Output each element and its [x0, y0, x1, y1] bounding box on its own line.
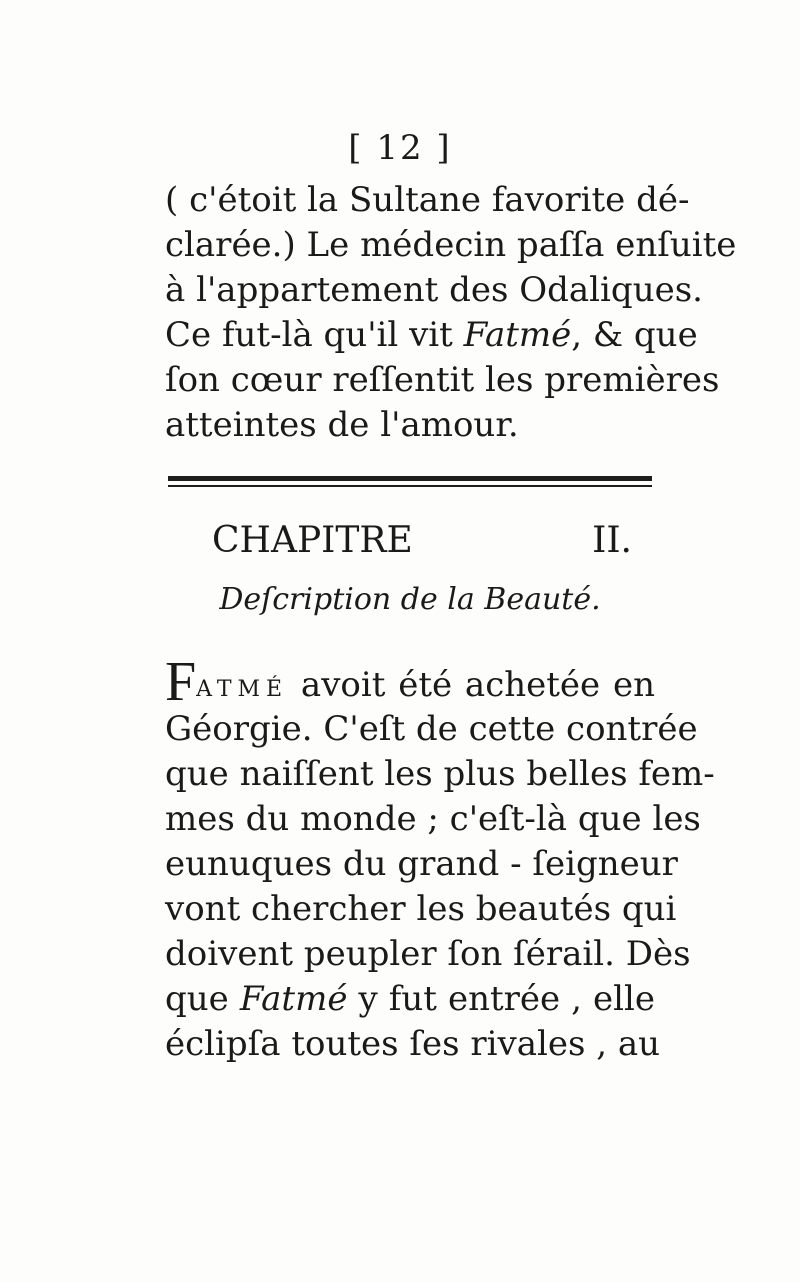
italic-name: Fatmé — [463, 315, 572, 355]
double-rule-divider — [168, 476, 652, 488]
small-caps-word: ATMÉ — [196, 677, 289, 702]
drop-cap: F — [165, 651, 197, 713]
text-line: ( c'étoit la Sultane favorite dé- — [165, 180, 690, 220]
text-line — [165, 651, 655, 713]
text-line — [165, 977, 655, 1022]
text-line: clarée.) Le médecin paſſa enſuite — [165, 225, 737, 265]
text-segment: , & que — [571, 315, 698, 355]
text-segment: que — [165, 979, 229, 1019]
italic-name: Fatmé — [239, 979, 348, 1019]
text-line: atteintes de l'amour. — [165, 405, 519, 445]
paragraph-continued — [165, 178, 737, 448]
page-number: [ 12 ] — [348, 128, 452, 168]
text-line: que naiſſent les plus belles fem- — [165, 754, 715, 794]
text-line: ſon cœur reſſentit les premières — [165, 360, 720, 400]
text-line: Géorgie. C'eſt de cette contrée — [165, 709, 698, 749]
text-line: doivent peupler ſon ſérail. Dès — [165, 934, 691, 974]
text-line: vont chercher les beautés qui — [165, 889, 677, 929]
paragraph-chapter-start — [165, 651, 715, 1067]
text-segment: Ce fut-là qu'il vit — [165, 315, 453, 355]
text-line: à l'appartement des Odaliques. — [165, 270, 703, 310]
text-segment: y fut entrée , elle — [358, 979, 656, 1019]
text-line — [165, 313, 698, 358]
rule-thin-line — [168, 485, 652, 487]
chapter-subtitle: Deſcription de la Beauté. — [219, 582, 601, 617]
rule-thick-line — [168, 476, 652, 481]
chapter-title: CHAPITRE II. — [212, 520, 632, 561]
text-line: mes du monde ; c'eſt-là que les — [165, 799, 701, 839]
text-line: éclipſa toutes ſes rivales , au — [165, 1024, 661, 1064]
text-segment: avoit été achetée en — [300, 665, 655, 705]
text-line: eunuques du grand - ſeigneur — [165, 844, 678, 884]
